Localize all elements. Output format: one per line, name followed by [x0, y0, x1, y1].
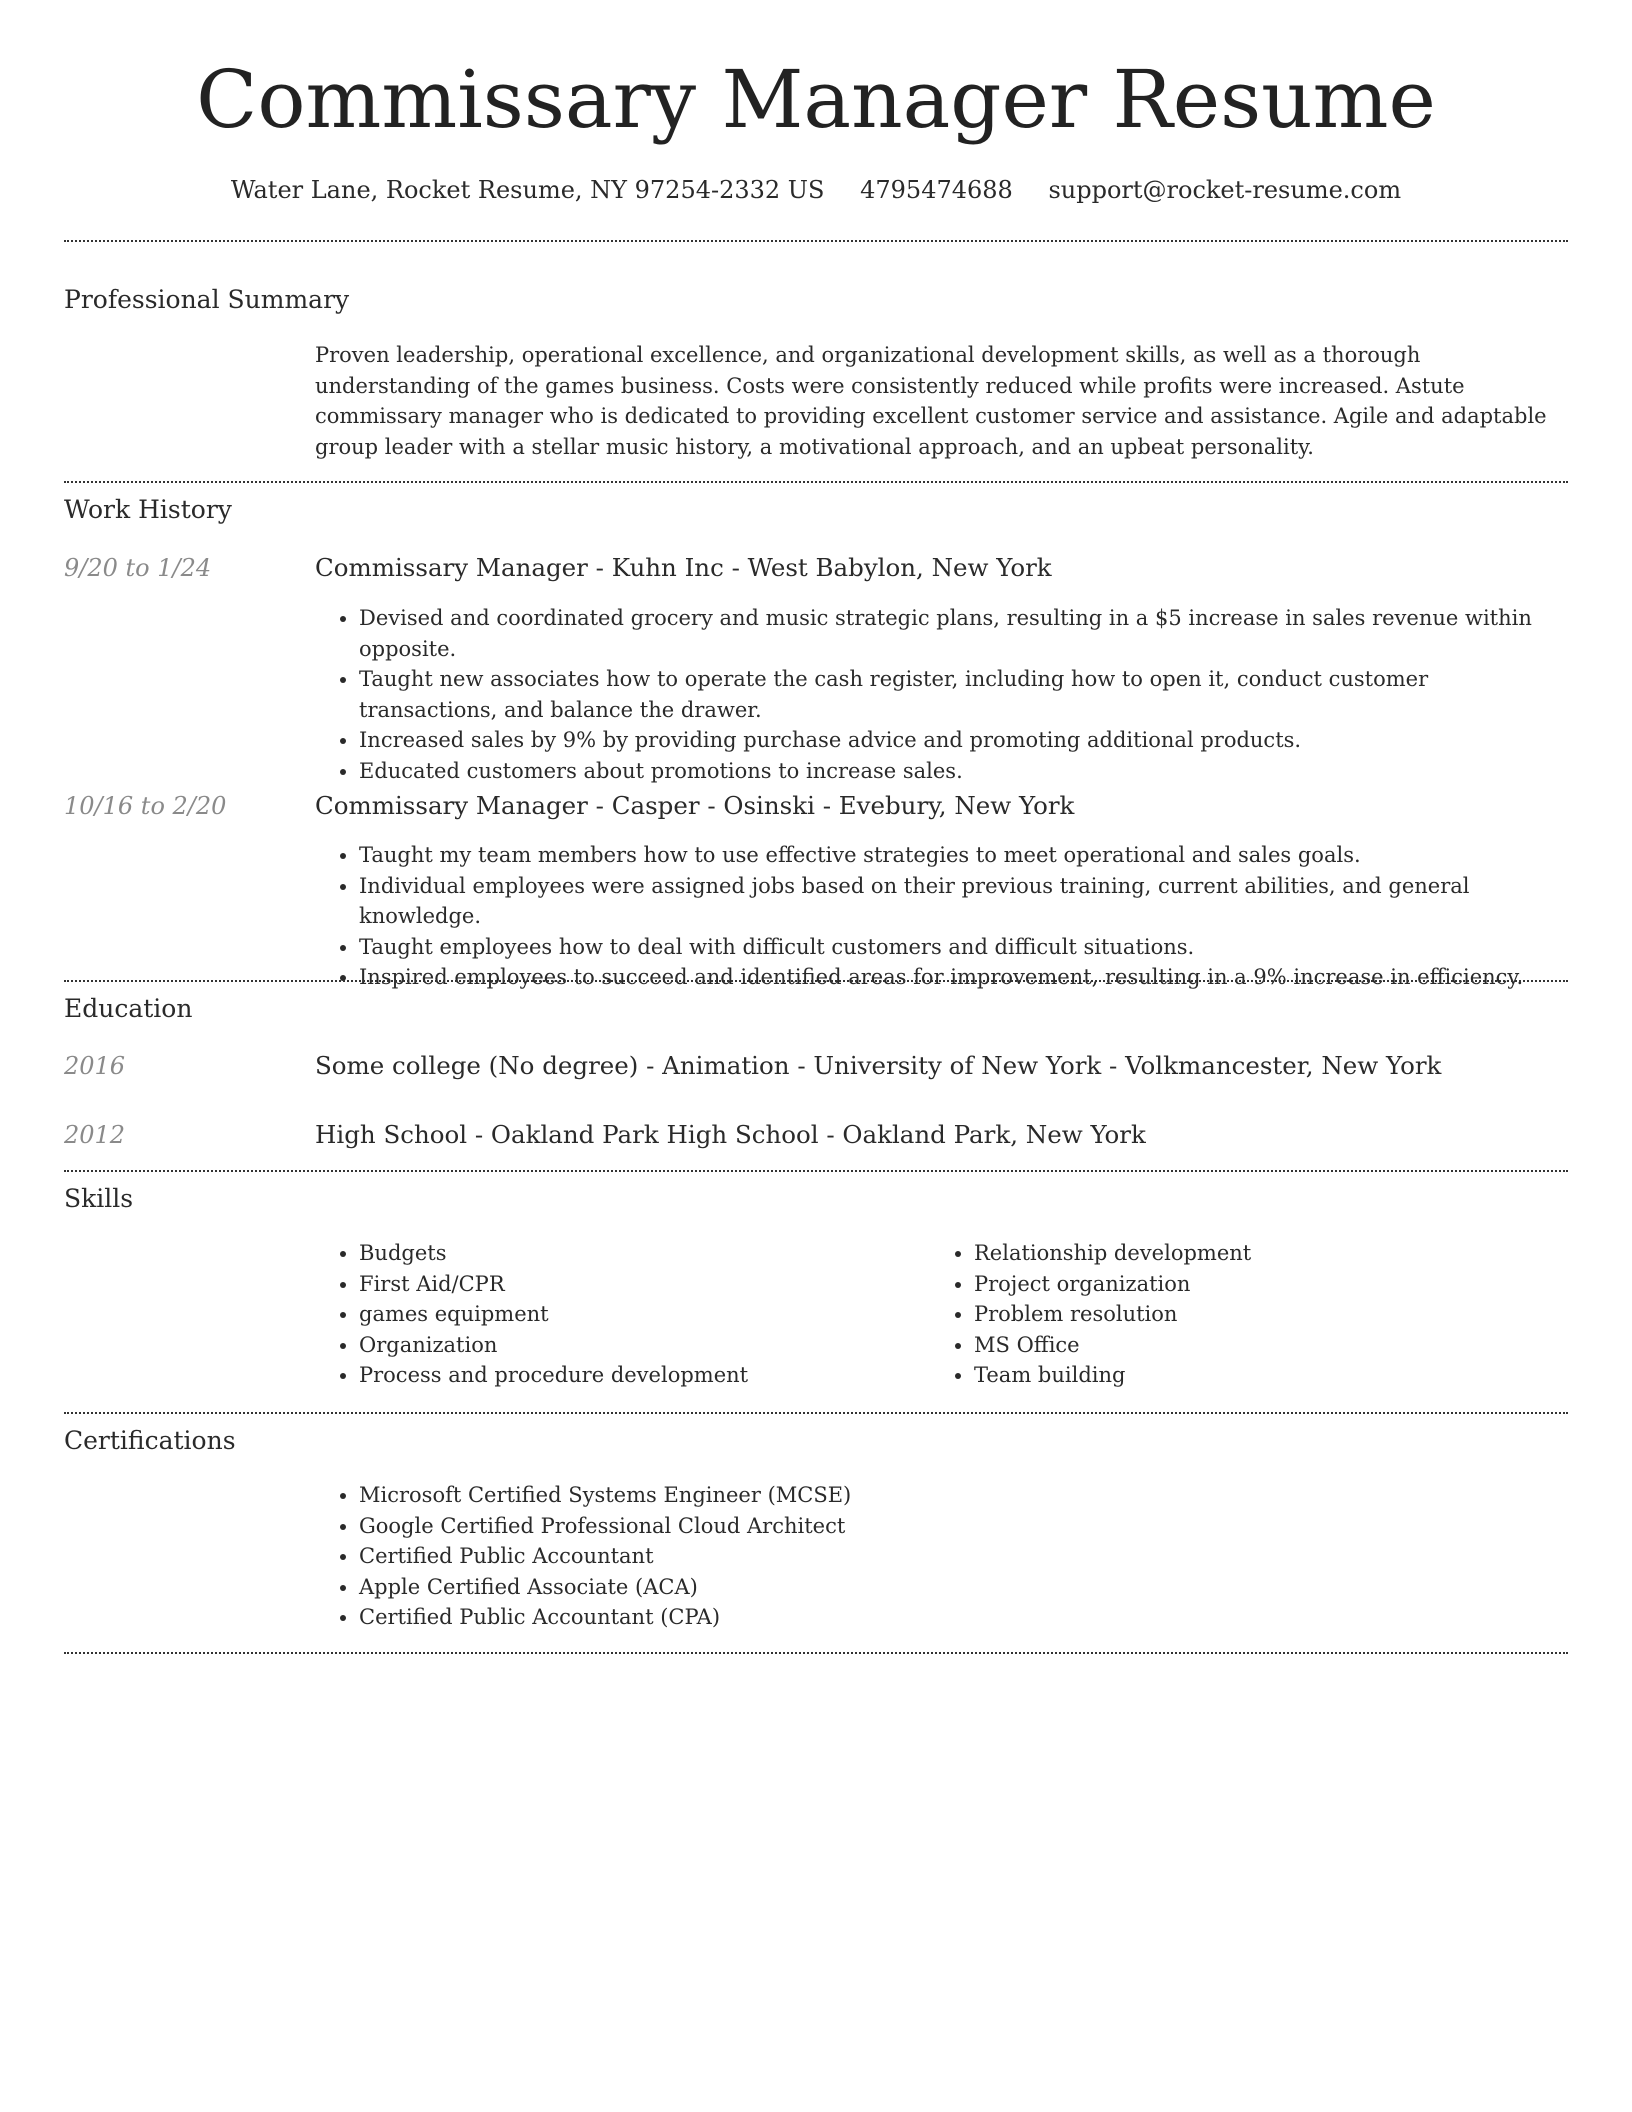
- certifications-list: [315, 1480, 1568, 1633]
- skills-list-left: [315, 1238, 919, 1391]
- skill-item: • Process and procedure development: [359, 1360, 919, 1391]
- divider: [64, 481, 1568, 483]
- skill-item: • Budgets: [359, 1238, 919, 1269]
- skills-list-right: [930, 1238, 1534, 1391]
- job-dates: 10/16 to 2/20: [64, 792, 227, 820]
- divider: [64, 1412, 1568, 1414]
- divider: [64, 980, 1568, 982]
- certification-item: • Certified Public Accountant (CPA): [359, 1602, 1568, 1633]
- contact-line: [64, 170, 1568, 210]
- job-bullets: [315, 840, 1568, 993]
- job-bullet: • Taught employees how to deal with difficult customers and difficult situations.: [359, 932, 1568, 963]
- contact-email: support@rocket-resume.com: [1048, 176, 1402, 204]
- education-year: 2012: [64, 1121, 126, 1149]
- skill-item: • games equipment: [359, 1299, 919, 1330]
- summary-text: Proven leadership, operational excellence, and organizational development skills, as well as a thorough understanding of the games business. Costs were consistently reduced while profits were increased. Astute commissary manager who is dedicated to providing excellent customer service and assistance. Agile and adaptable group leader with a stellar music history, a motivational approach, and an upbeat personality.: [315, 343, 1547, 459]
- section-title-skills: Skills: [64, 1184, 134, 1213]
- section-title-summary: Professional Summary: [64, 285, 350, 314]
- section-title-work-history: Work History: [64, 495, 232, 524]
- job-bullet: • Educated customers about promotions to increase sales.: [359, 756, 1568, 787]
- job-dates: 9/20 to 1/24: [64, 554, 212, 582]
- skill-item: • First Aid/CPR: [359, 1269, 919, 1300]
- divider: [64, 240, 1568, 242]
- job-title: Commissary Manager - Casper - Osinski - Evebury, New York: [315, 791, 1075, 820]
- job-bullet: • Taught my team members how to use effective strategies to meet operational and sales goals.: [359, 840, 1568, 871]
- job-bullet: • Inspired employees to succeed and identified areas for improvement, resulting in a 9% increase in efficiency.: [359, 962, 1568, 993]
- section-title-education: Education: [64, 994, 193, 1023]
- contact-phone: 4795474688: [860, 176, 1013, 204]
- contact-address: Water Lane, Rocket Resume, NY 97254-2332 US: [230, 176, 825, 204]
- education-year: 2016: [64, 1052, 126, 1080]
- job-bullet: • Taught new associates how to operate the cash register, including how to open it, conduct customer transactions, and balance the drawer.: [359, 664, 1568, 725]
- job-bullet: • Individual employees were assigned jobs based on their previous training, current abilities, and general knowledge.: [359, 871, 1568, 932]
- certification-item: • Google Certified Professional Cloud Architect: [359, 1511, 1568, 1542]
- section-title-certifications: Certifications: [64, 1426, 236, 1455]
- divider: [64, 1652, 1568, 1654]
- skill-item: • Relationship development: [974, 1238, 1534, 1269]
- job-bullet: • Increased sales by 9% by providing purchase advice and promoting additional products.: [359, 725, 1568, 756]
- skill-item: • Project organization: [974, 1269, 1534, 1300]
- job-bullet: • Devised and coordinated grocery and music strategic plans, resulting in a $5 increase in sales revenue within opposite.: [359, 603, 1568, 664]
- certification-item: • Microsoft Certified Systems Engineer (MCSE): [359, 1480, 1568, 1511]
- skill-item: • Organization: [359, 1330, 919, 1361]
- divider: [64, 1170, 1568, 1172]
- education-entry: High School - Oakland Park High School - Oakland Park, New York: [315, 1120, 1146, 1149]
- skill-item: • Problem resolution: [974, 1299, 1534, 1330]
- skill-item: • MS Office: [974, 1330, 1534, 1361]
- job-title: Commissary Manager - Kuhn Inc - West Babylon, New York: [315, 553, 1052, 582]
- skill-item: • Team building: [974, 1360, 1534, 1391]
- certification-item: • Certified Public Accountant: [359, 1541, 1568, 1572]
- education-entry: Some college (No degree) - Animation - University of New York - Volkmancester, New York: [315, 1051, 1442, 1080]
- certification-item: • Apple Certified Associate (ACA): [359, 1572, 1568, 1603]
- resume-name: Commissary Manager Resume: [196, 53, 1436, 146]
- job-bullets: [315, 603, 1568, 787]
